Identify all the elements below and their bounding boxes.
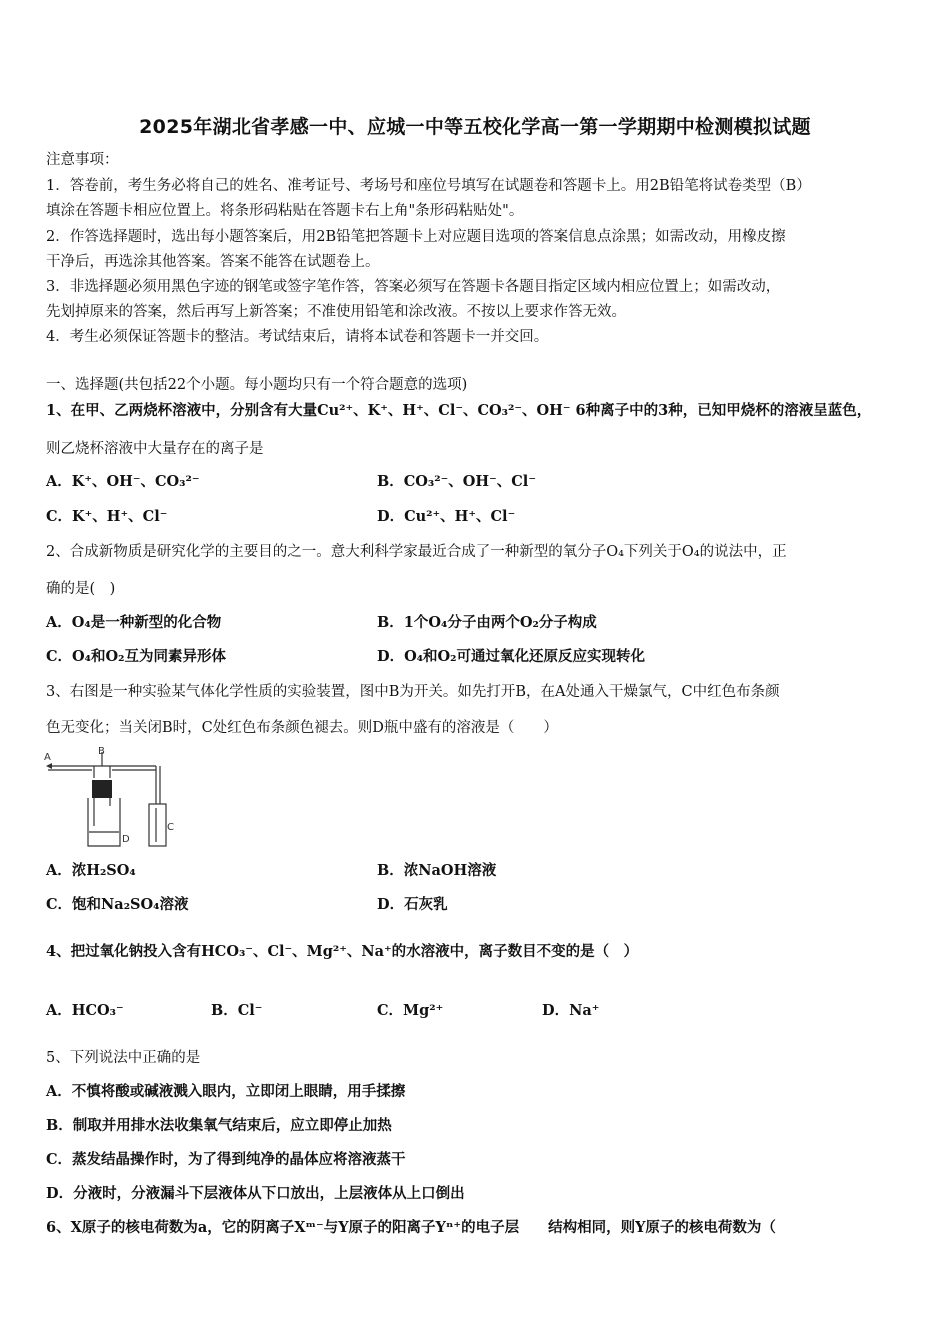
question-6-stem: 6、X原子的核电荷数为a，它的阴离子Xᵐ⁻与Y原子的阳离子Yⁿ⁺的电子层 结构相同，则Y原子的核电荷数为（ [46, 1219, 776, 1236]
notice-line: 干净后，再选涂其他答案。答案不能答在试题卷上。 [46, 254, 380, 270]
q5-option-d[interactable]: D．分液时，分液漏斗下层液体从下口放出，上层液体从上口倒出 [46, 1185, 465, 1202]
q2-option-d[interactable]: D．O₄和O₂可通过氧化还原反应实现转化 [377, 648, 646, 665]
notice-line: 2．作答选择题时，选出每小题答案后，用2B铅笔把答题卡上对应题目选项的答案信息点涂黑；如需改动，用橡皮擦 [46, 229, 786, 245]
apparatus-diagram [44, 746, 176, 850]
fig-label-d: D [122, 834, 130, 845]
q5-option-c[interactable]: C．蒸发结晶操作时，为了得到纯净的晶体应将溶液蒸干 [46, 1151, 406, 1168]
question-5-stem: 5、下列说法中正确的是 [46, 1050, 201, 1066]
notice-heading: 注意事项： [46, 152, 119, 168]
q1-option-c[interactable]: C．K⁺、H⁺、Cl⁻ [46, 508, 168, 525]
question-3-stem: 色无变化；当关闭B时，C处红色布条颜色褪去。则D瓶中盛有的溶液是（ ） [46, 720, 558, 736]
q5-option-a[interactable]: A．不慎将酸或碱液溅入眼内，立即闭上眼睛，用手揉擦 [46, 1083, 406, 1100]
fig-label-a: A [44, 752, 51, 763]
fig-label-b: B [98, 746, 105, 757]
question-2-stem: 2、合成新物质是研究化学的主要目的之一。意大利科学家最近合成了一种新型的氧分子O₄下列关于O₄的说法中，正 [46, 544, 787, 560]
q2-option-b[interactable]: B．1个O₄分子由两个O₂分子构成 [377, 614, 597, 631]
q2-option-c[interactable]: C．O₄和O₂互为同素异形体 [46, 648, 227, 665]
q4-option-c[interactable]: C．Mg²⁺ [377, 1002, 444, 1019]
notice-line: 1．答卷前，考生务必将自己的姓名、准考证号、考场号和座位号填写在试题卷和答题卡上。用2B铅笔将试卷类型（B） [46, 178, 811, 194]
q3-option-c[interactable]: C．饱和Na₂SO₄溶液 [46, 896, 189, 913]
q5-option-b[interactable]: B．制取并用排水法收集氧气结束后，应立即停止加热 [46, 1117, 392, 1134]
notice-line: 先划掉原来的答案，然后再写上新答案；不准使用铅笔和涂改液。不按以上要求作答无效。 [46, 304, 626, 320]
fig-label-c: C [167, 822, 174, 833]
question-3-stem: 3、右图是一种实验某气体化学性质的实验装置，图中B为开关。如先打开B，在A处通入干燥氯气，C中红色布条颜 [46, 684, 780, 700]
q3-option-a[interactable]: A．浓H₂SO₄ [46, 862, 136, 879]
q1-option-a[interactable]: A．K⁺、OH⁻、CO₃²⁻ [46, 473, 200, 490]
question-1-stem: 则乙烧杯溶液中大量存在的离子是 [46, 441, 264, 457]
q1-option-b[interactable]: B．CO₃²⁻、OH⁻、Cl⁻ [377, 473, 536, 490]
question-2-stem: 确的是( ) [46, 581, 116, 597]
question-4-stem: 4、把过氧化钠投入含有HCO₃⁻、Cl⁻、Mg²⁺、Na⁺的水溶液中，离子数目不变的是（ ） [46, 943, 639, 960]
q3-option-b[interactable]: B．浓NaOH溶液 [377, 862, 497, 879]
notice-line: 4．考生必须保证答题卡的整洁。考试结束后，请将本试卷和答题卡一并交回。 [46, 329, 549, 345]
section-heading: 一、选择题(共包括22个小题。每小题均只有一个符合题意的选项) [46, 377, 468, 393]
page-title: 2025年湖北省孝感一中、应城一中等五校化学高一第一学期期中检测模拟试题 [139, 116, 811, 138]
notice-line: 3．非选择题必须用黑色字迹的钢笔或签字笔作答，答案必须写在答题卡各题目指定区域内相应位置上；如需改动， [46, 279, 781, 295]
notice-line: 填涂在答题卡相应位置上。将条形码粘贴在答题卡右上角"条形码粘贴处"。 [46, 203, 524, 219]
q1-option-d[interactable]: D．Cu²⁺、H⁺、Cl⁻ [377, 508, 516, 525]
q4-option-b[interactable]: B．Cl⁻ [211, 1002, 263, 1019]
q3-option-d[interactable]: D．石灰乳 [377, 896, 448, 913]
q2-option-a[interactable]: A．O₄是一种新型的化合物 [46, 614, 222, 631]
q4-option-a[interactable]: A．HCO₃⁻ [46, 1002, 124, 1019]
q4-option-d[interactable]: D．Na⁺ [542, 1002, 600, 1019]
question-1-stem: 1、在甲、乙两烧杯溶液中，分别含有大量Cu²⁺、K⁺、H⁺、Cl⁻、CO₃²⁻、OH⁻ 6种离子中的3种，已知甲烧杯的溶液呈蓝色， [46, 402, 872, 419]
